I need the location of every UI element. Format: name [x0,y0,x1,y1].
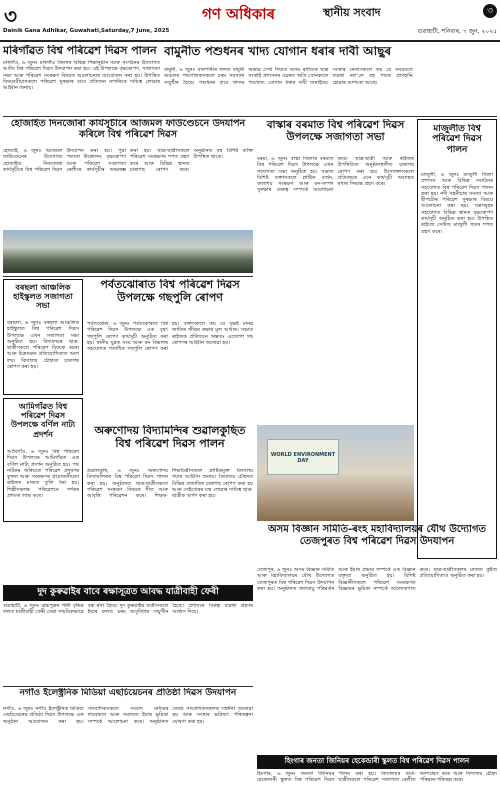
article-10-body: তেজপুৰ, ৬ জুনঃ অসম বিজ্ঞান সমিতি আৰু মহাবিদ্যালয়ৰ যৌথ উদ্যোগত তেজপুৰত বিশ্ব পৰিৱেশ দিৱস উদযাপন কৰা হয়। অনুষ্ঠানত জলবায়ু পৰিৱৰ্তন আৰু ইয়াৰ প্ৰভাৱ সম্পৰ্কে এক বিজ্ঞান বক্তৃতা অনুষ্ঠিত হয়। বিশিষ্ট বিজ্ঞানীসকলে পৰিৱেশ সংৰক্ষণত বিজ্ঞানৰ ভূমিকা সম্পৰ্কে আলোকপাত কৰে। ছাত্ৰ-ছাত্ৰীসকলৰ মাজত কুইজ প্ৰতিযোগিতাও অনুষ্ঠিত কৰা হয়। [257,567,497,592]
article-3-body: হোজাই, ৬ জুনঃ আজমল ফাউণ্ডেচনৰ উদ্যোগত হোজাইত দিনজোৰা কাৰ্যসূচীৰে বিশ্ব পৰিৱেশ দিৱস উদযাপন কৰা হয়। পুৱা পতাকা উত্তোলন, বৃক্ষৰোপণ আৰু পৰিৱেশ সজাগতা ৰেলীৰে কাৰ্যসূচীৰ শুভাৰম্ভ কৰা হয়। ছাত্ৰ-ছাত্ৰীসকলে পৰিৱেশ সংৰক্ষণৰ শপত গ্ৰহণ কৰে আৰু বিভিন্ন স্থানত চাৰাগছ ৰোপণ কৰে। অনুষ্ঠানত বহু বিশিষ্ট ব্যক্তি উপস্থিত থাকে। [3,148,253,173]
divider [3,686,253,687]
article-12-body: নগাঁও, ৬ জুনঃ নগাঁও ইলেক্ট্ৰনিক মিডিয়া এছচিয়েচনৰ প্ৰতিষ্ঠা দিৱস উপলক্ষে এক অনুষ্ঠান আয়োজন কৰা হয়। সাংবাদিকসকলে সংবাদ মাধ্যমৰ দায়বদ্ধতা আৰু সমাজত ইয়াৰ ভূমিকা সম্পৰ্কে আলোচনা কৰে। অনুষ্ঠানত জ্যেষ্ঠ সাংবাদিকসকলক সম্বৰ্ধনা জনোৱা হয় আৰু সংস্থাৰ ভৱিষ্যৎ পৰিকল্পনা ঘোষণা কৰা হয়। [3,706,253,725]
article-12-headline: নগাঁও ইলেক্ট্ৰনিক মিডিয়া এছচিয়েচনৰ প্ৰতিষ্ঠা দিৱস উদযাপন [19,688,237,698]
article-3-photo [3,230,253,273]
article-3-headline: হোজাইত দিনজোৰা কাৰ্যসূচীৰে আজমল ফাউণ্ডেচনে উদযাপন কৰিলে বিশ্ব পৰিৱেশ দিৱস [10,119,246,140]
article-11-body: গুৱাহাটী, ৬ জুনঃ ব্ৰহ্মপুত্ৰৰ পানী বৃদ্ধিৰ ফলত যাত্ৰীবাহী ফেৰী সেৱা সাময়িকভাৱে বন্ধ ৰখা হৈছে। দুদ কুৰুৱাইৰ যাত্ৰীসকলে ইয়াৰ ফলত চৰম অসুবিধাৰ সন্মুখীন হৈছে। প্ৰশাসনে বিকল্প ব্যৱস্থা গ্ৰহণৰ আশ্বাস দিছে। [3,603,253,616]
article-8-box [3,398,83,522]
article-6-headline: বৰছলা আঞ্চলিক হাইস্কুলত সজাগতা সভা [13,283,73,311]
article-10-headline: অসম বিজ্ঞান সমিতি-ৰংহ মহাবিদ্যালয়ৰ যৌথ উদ্যোগত তেজপুৰত বিশ্ব পৰিৱেশ দিৱস উদযাপন [267,524,487,547]
page-number: ৩ [4,4,18,28]
article-13-body: হিংগাৰ, ৬ জুনঃ জনতা জিনিয়ৰ হেকেন্ডাৰী স্কুলত বিশ্ব পৰিৱেশ দিৱস পালন কৰা হয়। বিদ্যালয়ৰ ছাত্ৰ-ছাত্ৰীসকলে পৰিৱেশ সজাগতা ৰেলীত অংশগ্ৰহণ কৰে আৰু বিদ্যালয় চৌহদ পৰিষ্কাৰ-পৰিচ্ছন্ন কৰে। [257,771,497,784]
article-2-headline: বামুনীত পশুধনৰ খাদ্য যোগান ধৰাৰ দাবী আছুৰ [164,45,392,58]
article-10-photo [257,425,414,521]
article-11-left-body [3,525,83,582]
article-8-headline: আমিগাঁৱত বিশ্ব পৰিৱেশ দিৱস উপলক্ষে বৰ্ণিল নাট্য প্ৰদৰ্শন [10,402,76,439]
article-9-body: শুৱালকুছি, ৬ জুনঃ অৰুণোদয় বিদ্যামন্দিৰত বিশ্ব পৰিৱেশ দিৱস পালন কৰা হয়। অনুষ্ঠানত ছাত্ৰ-ছাত্ৰীসকলে পৰিৱেশ সংৰক্ষণ বিষয়ক গীত আৰু আবৃত্তি পৰিৱেশন কৰে। শিক্ষক-শিক্ষয়িত্ৰীসকলে প্লাষ্টিকমুক্ত বিদ্যালয় গঢ়াৰ আহ্বান জনায়। বিদ্যালয় চৌহদত বিভিন্ন প্ৰজাতিৰ চাৰাগছ ৰোপণ কৰা হয় আৰু সেইবোৰৰ যত্ন লোৱাৰ দায়িত্ব ছাত্ৰ-ছাত্ৰীক অৰ্পণ কৰা হয়। [87,468,253,500]
article-6-body: বৰছলা, ৬ জুনঃ বৰছলা আঞ্চলিক হাইস্কুলত বিশ্ব পৰিৱেশ দিৱস উপলক্ষে এখন সজাগতা সভা অনুষ্ঠিত হয়। বিদ্যালয়ৰ ছাত্ৰ-ছাত্ৰীসকলে পৰিৱেশ বিষয়ক ৰচনা আৰু চিত্ৰাংকন প্ৰতিযোগিতাত অংশ লয়। বিদ্যালয় চৌহদত চাৰাগছ ৰোপণ কৰা হয়। [7,320,79,371]
article-5-headline: মাজুলীত বিশ্ব পৰিৱেশ দিৱস পালন [432,124,482,155]
masthead [0,0,500,42]
dateline: গুৱাহাটী, শনিবাৰ, ৭ জুন, ২০২৫ [417,28,497,35]
article-6-box [3,279,83,395]
divider [3,116,497,117]
article-9-headline: অৰুণোদয় বিদ্যামন্দিৰ শুৱালকুছিত বিশ্ব পৰিৱেশ দিৱস পালন [94,425,246,450]
article-7-headline: পৰ্বতঝোৰাত বিশ্ব পৰিৱেশ দিৱস উপলক্ষে গছপুলি ৰোপণ [100,279,240,304]
article-4-body: বৰমা, ৬ জুনঃ বাস্কা জিলাৰ বৰমাত বিশ্ব পৰিৱেশ দিৱস উপলক্ষে এখন সজাগতা সভা অনুষ্ঠিত হয়। সভাত বিশিষ্ট বক্তাসকলে প্লাষ্টিক বৰ্জন, জলাশয় সংৰক্ষণ আৰু বন-সম্পদ সুৰক্ষাৰ গুৰুত্ব সম্পৰ্কে আলোচনা কৰে। ছাত্ৰ-ছাত্ৰী আৰু ৰাইজৰ উপস্থিতিত অনুষ্ঠানস্থলীত চাৰাগছ ৰোপণ কৰা হয়। উদ্যোক্তাসকলে প্ৰতিবছৰে এনে কাৰ্যসূচী অব্যাহত ৰখাৰ সিদ্ধান্ত গ্ৰহণ কৰে। [257,156,414,194]
article-5-body: মাজুলী, ৬ জুনঃ মাজুলী জিলা প্ৰশাসন আৰু বিভিন্ন সংগঠনৰ সহযোগত বিশ্ব পৰিৱেশ দিৱস পালন কৰা হয়। নদী খহনীয়াৰ সমস্যা আৰু দ্বীপটোৰ পৰিৱেশ সুৰক্ষাৰ বিষয়ে আলোচনা কৰা হয়। সত্ৰসমূহৰ সহযোগত বিভিন্ন স্থানত বৃক্ষৰোপণ কাৰ্যসূচী অনুষ্ঠিত কৰা হয়। উপস্থিত ৰাইজে সেউজ মাজুলী গঢ়াৰ শপত গ্ৰহণ কৰে। [421,172,493,235]
article-1-body: মৰিগাঁও, ৬ জুনঃ মৰিগাঁও জিলাৰ বিভিন্ন শিক্ষানুষ্ঠান আৰু সংগঠনৰ উদ্যোগত আজি বিশ্ব পৰিৱেশ দিৱস উদযাপন কৰা হয়। এই উপলক্ষে বৃক্ষৰোপণ, সজাগতা সভা আৰু পৰিৱেশ সংৰক্ষণ বিষয়ক আলোচনাৰ আয়োজন কৰা হয়। উপস্থিত বিষয়ববীয়াসকলে পৰিৱেশ সুৰক্ষাৰ বাবে প্ৰতিজন নাগৰিকে দায়িত্ব লোৱাৰ আহ্বান জনায়। [3,60,160,92]
divider [3,276,253,277]
newspaper-brand: গণ অধিকাৰ [202,5,276,23]
page-corner-mark: ৩ [483,4,497,18]
article-4-headline: বাস্কাৰ বৰমাত বিশ্ব পৰিৱেশ দিৱস উপলক্ষে সজাগতা সভা [266,119,405,144]
article-2-body: বামুনী, ৬ জুনঃ বানপানীৰ ফলত বামুনী অঞ্চলৰ পশুপালকসকলে চৰম সমস্যাৰ সন্মুখীন হৈছে। পশুধনৰ বাবে খাদ্যৰ অভাৱ দেখা দিয়াত অসম ৰাজ্যিক ছাত্ৰ সংস্থাই প্ৰশাসনৰ ওচৰত অতি সোনকালে পশুখাদ্য যোগান ধৰাৰ দাবী জনাইছে। সংস্থাৰ নেতাসকলে কয় যে সময়মতে ব্যৱস্থা নলʼলে বহু পশুৰ প্ৰাণহানি হোৱাৰ আশংকা আছে। [164,67,413,86]
edition-line: Dainik Gana Adhikar, Guwahati,Saturday,7 June, 2025 [3,28,170,34]
section-label: স্থানীয় সংবাদ [323,6,381,19]
article-8-body: আমিগাঁও, ৬ জুনঃ বিশ্ব পৰিৱেশ দিৱস উপলক্ষে আমিগাঁৱত এক বৰ্ণিল নাট্য প্ৰদৰ্শন অনুষ্ঠিত হয়। পথ নাটকৰ জৰিয়তে পৰিৱেশ প্ৰদূষণৰ কুফল আৰু সংৰক্ষণৰ প্ৰয়োজনীয়তা ৰাইজৰ মাজত তুলি ধৰা হয়। শিল্পীসকলৰ পৰিৱেশনে দৰ্শকৰ প্ৰশংসা লাভ কৰে। [7,449,79,500]
article-7-body: পৰ্বতঝোৰা, ৬ জুনঃ পৰ্বতঝোৰাত বিশ্ব পৰিৱেশ দিৱস উপলক্ষে এক বৃহৎ গছপুলি ৰোপণ কাৰ্যসূচী অনুষ্ঠিত কৰা হয়। স্থানীয় যুৱক সংঘ আৰু বন বিভাগৰ সহযোগত শতাধিক গছপুলি ৰোপণ কৰা হয়। বক্তাসকলে কয় যে বৃক্ষই মানৱ জাতিৰ জীৱন ৰক্ষাৰ মূল আধাৰ। সভাত ৰাইজক প্ৰতিজনে অন্ততঃ এজোপা গছ ৰোপণৰ আহ্বান জনোৱা হয়। [87,321,253,353]
world-environment-day-banner: WORLD ENVIRONMENT DAY [267,439,339,475]
article-11-headline: দুদ কুৰুৱাইৰ বাবে ৰক্ষাসূত্ৰত আবদ্ধ যাত্ৰীবাহী ফেৰী [3,585,253,601]
article-5-box [417,119,497,559]
article-1-headline: মৰিগাঁৱত বিশ্ব পৰিৱেশ দিৱস পালন [3,45,157,57]
article-13-headline: হিংগাৰ জনতা জিনিয়ৰ হেকেন্ডাৰী স্কুলত বিশ্ব পৰিৱেশ দিৱস পালন [257,755,497,769]
